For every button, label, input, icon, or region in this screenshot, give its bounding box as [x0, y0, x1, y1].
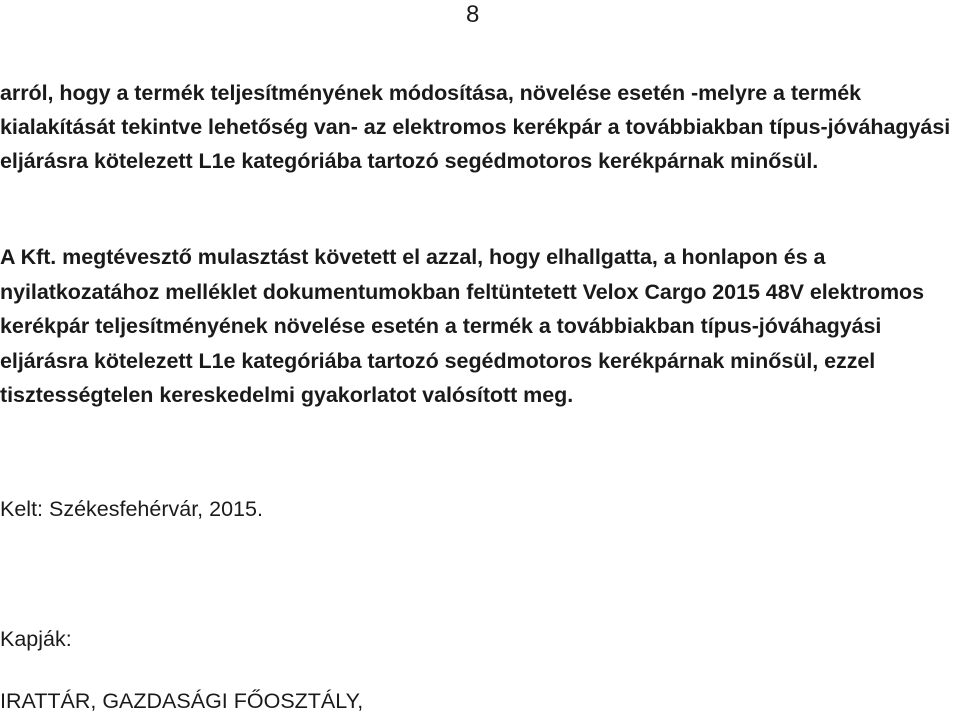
dated-line: Kelt: Székesfehérvár, 2015. [0, 497, 263, 521]
page-number: 8 [466, 1, 480, 28]
recipients-label: Kapják: [0, 627, 72, 651]
paragraph-finding: A Kft. megtévesztő mulasztást követett el azzal, hogy elhallgatta, a honlapon és a nyilatkozatához melléklet dokumentumokban feltüntetett Velox Cargo 2015 48V elektromos kerékpár teljesítményének növelése esetén a termék a továbbiakban típus-jóváhagyási eljárásra kötelezett L1e kategóriába tartozó segédmotoros kerékpárnak minősül, ezzel tisztességtelen kereskedelmi gyakorlatot valósított meg. [0, 245, 925, 408]
paragraph-conclusion: arról, hogy a termék teljesítményének módosítása, növelése esetén -melyre a termék kialakítását tekintve lehetőség van- az elektromos kerékpár a továbbiakban típus-jóváhagyási eljárásra kötelezett L1e kategóriába tartozó segédmotoros kerékpárnak minősül. [0, 81, 951, 173]
recipient-item: IRATTÁR, GAZDASÁGI FŐOSZTÁLY, [0, 689, 364, 713]
